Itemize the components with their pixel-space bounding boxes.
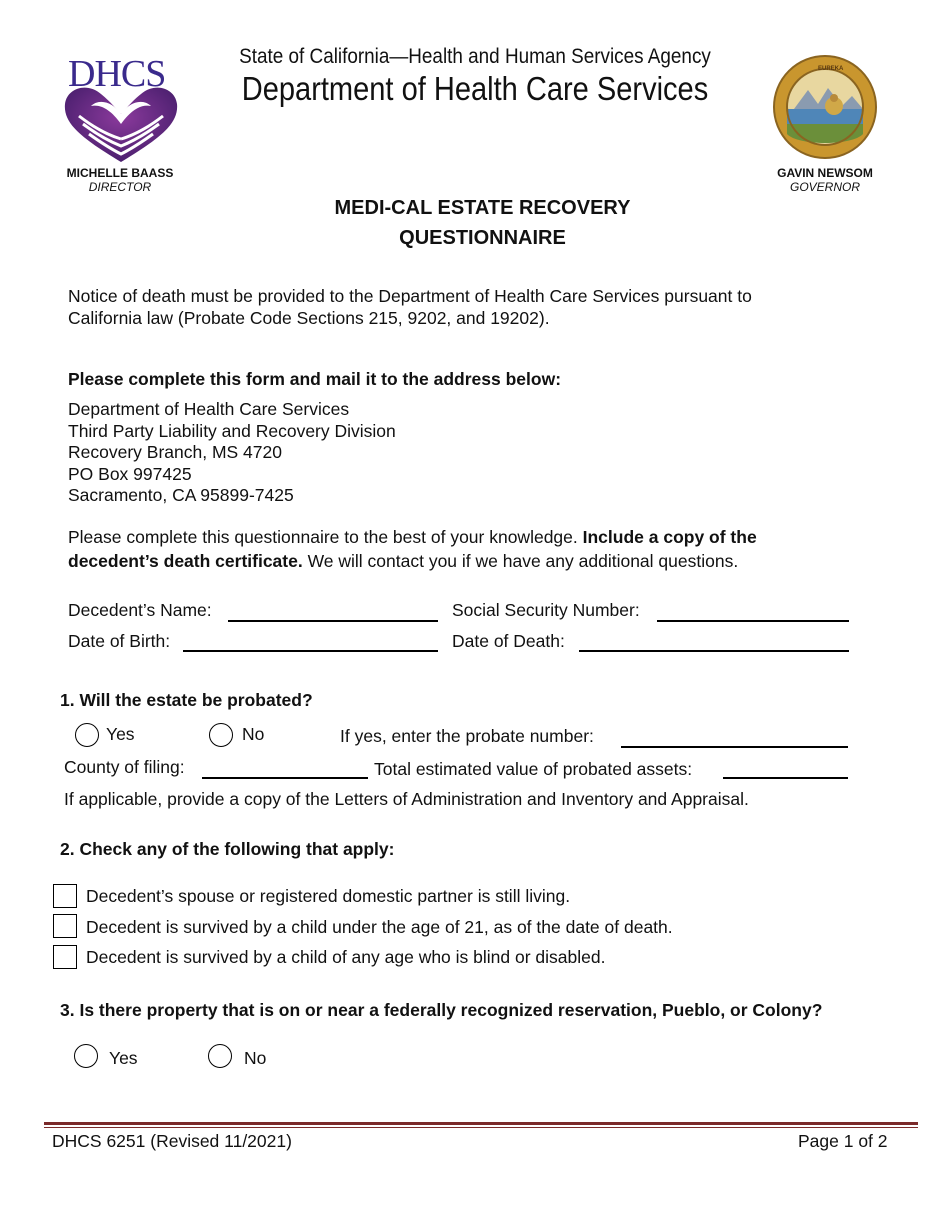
governor-name: GAVIN NEWSOM <box>777 166 873 180</box>
address-line: Third Party Liability and Recovery Division <box>68 420 396 441</box>
probate-number-label: If yes, enter the probate number: <box>340 726 594 746</box>
mail-heading: Please complete this form and mail it to the address below: <box>68 369 562 389</box>
form-title-line1: MEDI-CAL ESTATE RECOVERY <box>334 197 631 219</box>
ssn-field[interactable] <box>657 620 849 622</box>
notice-line2: California law (Probate Code Sections 215, 9202, and 19202). <box>68 307 550 328</box>
q1-heading: 1. Will the estate be probated? <box>60 690 313 710</box>
instructions-text: Please complete this questionnaire to the best of your knowledge. <box>68 527 583 547</box>
director-name: MICHELLE BAASS <box>66 166 174 180</box>
q1-yes-label: Yes <box>106 724 135 744</box>
address-line: Recovery Branch, MS 4720 <box>68 442 282 462</box>
address-line: Department of Health Care Services <box>68 399 350 419</box>
q2-option-label: Decedent is survived by a child of any age who is blind or disabled. <box>86 947 606 967</box>
q1-no-radio[interactable] <box>209 723 233 747</box>
county-field[interactable] <box>202 777 368 779</box>
form-title <box>0 193 950 253</box>
address-line: PO Box 997425 <box>68 463 192 484</box>
assets-field[interactable] <box>723 777 848 779</box>
address-line: Sacramento, CA 95899-7425 <box>68 485 294 505</box>
assets-label: Total estimated value of probated assets: <box>374 759 693 779</box>
q3-heading: 3. Is there property that is on or near a federally recognized reservation, Pueblo, or Colony? <box>60 1000 823 1020</box>
q3-no-radio[interactable] <box>208 1044 232 1068</box>
form-title-line2: QUESTIONNAIRE <box>399 227 566 249</box>
notice-paragraph <box>68 286 888 329</box>
form-id: DHCS 6251 (Revised 11/2021) <box>52 1131 292 1151</box>
dod-label: Date of Death: <box>452 631 565 651</box>
q3-yes-radio[interactable] <box>74 1044 98 1068</box>
page-number: Page 1 of 2 <box>798 1131 888 1151</box>
q2-option-label: Decedent is survived by a child under the age of 21, as of the date of death. <box>86 917 673 937</box>
q1-note: If applicable, provide a copy of the Letters of Administration and Inventory and Appraisal. <box>64 789 749 809</box>
instructions-bold: decedent’s death certificate. <box>68 551 303 571</box>
q2-heading: 2. Check any of the following that apply: <box>60 839 395 859</box>
decedent-name-label: Decedent’s Name: <box>68 600 212 620</box>
q2-checkbox-child-under-21[interactable] <box>53 914 77 938</box>
decedent-name-field[interactable] <box>228 620 438 622</box>
q1-no-label: No <box>242 724 265 744</box>
agency-name: State of California—Health and Human Services Agency <box>239 45 711 68</box>
director-title: DIRECTOR <box>88 180 152 194</box>
q1-yes-radio[interactable] <box>75 723 99 747</box>
seal-motto: EUREKA <box>818 66 844 72</box>
footer-rule <box>44 1122 918 1125</box>
instructions-paragraph <box>68 525 888 573</box>
governor-title: GOVERNOR <box>789 180 860 194</box>
q3-yes-label: Yes <box>109 1048 138 1068</box>
ssn-label: Social Security Number: <box>452 600 640 620</box>
dhcs-logo-text: DHCS <box>68 53 166 95</box>
county-label: County of filing: <box>64 757 185 777</box>
dob-label: Date of Birth: <box>68 631 171 651</box>
footer-rule-thin <box>44 1127 918 1128</box>
q2-checkbox-spouse[interactable] <box>53 884 77 908</box>
q2-checkbox-child-disabled[interactable] <box>53 945 77 969</box>
instructions-bold: Include a copy of the <box>582 527 757 547</box>
instructions-text: We will contact you if we have any additional questions. <box>302 551 739 571</box>
q2-option-label: Decedent’s spouse or registered domestic partner is still living. <box>86 886 571 906</box>
dob-field[interactable] <box>183 650 438 652</box>
department-name: Department of Health Care Services <box>241 70 709 107</box>
dod-field[interactable] <box>579 650 849 652</box>
probate-number-field[interactable] <box>621 746 848 748</box>
q3-no-label: No <box>244 1048 267 1068</box>
notice-line1: Notice of death must be provided to the Department of Health Care Services pursuant to <box>68 286 752 306</box>
mailing-address <box>68 399 888 507</box>
